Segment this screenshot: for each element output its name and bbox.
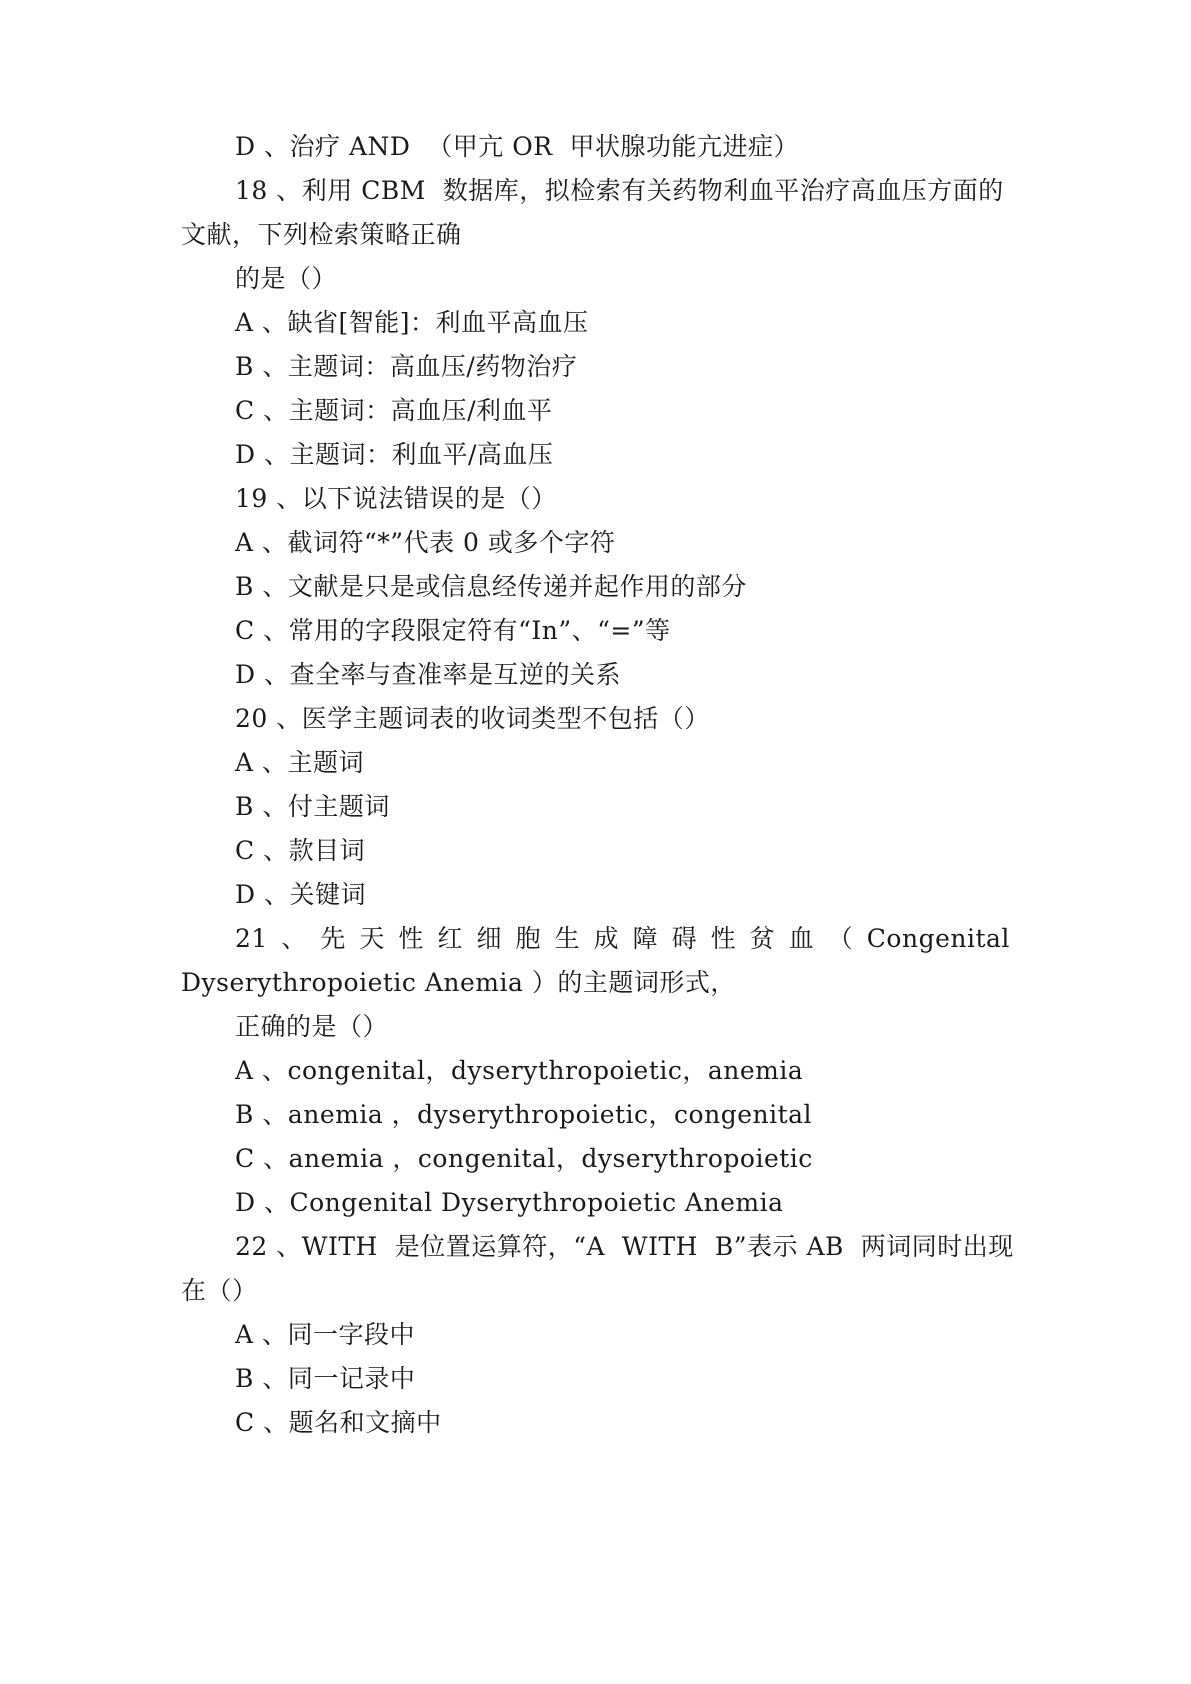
q22-option-a: A 、同一字段中 [235, 1320, 416, 1349]
q18-option-d: D 、主题词：利血平/高血压 [235, 440, 554, 469]
q21-token: 先 [320, 924, 346, 953]
q19-option-a: A 、截词符“*”代表 0 或多个字符 [235, 528, 616, 557]
q21-token: 21 [235, 924, 268, 953]
q21-token: 贫 [749, 924, 776, 953]
q21-token: 生 [554, 924, 581, 953]
q21-token: 性 [710, 924, 737, 953]
q20-option-b: B 、付主题词 [235, 792, 390, 821]
q21-token: Congenital [866, 924, 1010, 953]
q18-option-c: C 、主题词：高血压/利血平 [235, 396, 553, 425]
q21-token: 、 [281, 924, 307, 953]
q20-option-a: A 、主题词 [235, 748, 365, 777]
q22-stem-line1: 22 、WITH 是位置运算符，“A WITH B”表示 AB 两词同时出现 [235, 1232, 1014, 1261]
q21-token: 细 [476, 924, 502, 953]
q17-option-d: D 、治疗 AND （甲亢 OR 甲状腺功能亢进症） [235, 132, 799, 161]
q21-token: 性 [398, 924, 424, 953]
q21-stem-line1 [235, 923, 1010, 955]
q21-token: 天 [359, 924, 385, 953]
q21-token: 血 [788, 924, 815, 953]
q21-token: 红 [437, 924, 463, 953]
q18-option-b: B 、主题词：高血压/药物治疗 [235, 352, 578, 381]
q18-stem-line1: 18 、利用 CBM 数据库，拟检索有关药物利血平治疗高血压方面的 [235, 176, 1004, 205]
q19-option-b: B 、文献是只是或信息经传递并起作用的部分 [235, 572, 747, 601]
q21-option-c: C 、anemia ，congenital，dyserythropoietic [235, 1144, 813, 1173]
q19-option-c: C 、常用的字段限定符有“In”、“=”等 [235, 616, 671, 645]
q21-token: （ [827, 924, 854, 953]
q21-token: 碍 [671, 924, 698, 953]
q20-option-c: C 、款目词 [235, 836, 366, 865]
q21-option-d: D 、Congenital Dyserythropoietic Anemia [235, 1188, 784, 1217]
q21-option-a: A 、congenital，dyserythropoietic，anemia [235, 1056, 804, 1085]
q22-option-c: C 、题名和文摘中 [235, 1408, 442, 1437]
q20-stem: 20 、医学主题词表的收词类型不包括（） [235, 704, 710, 733]
q22-option-b: B 、同一记录中 [235, 1364, 416, 1393]
q20-option-d: D 、关键词 [235, 880, 366, 909]
q21-token: 成 [593, 924, 620, 953]
q22-stem-line2: 在（） [181, 1276, 258, 1305]
q21-stem-line2: Dyserythropoietic Anemia ）的主题词形式， [181, 968, 736, 997]
q18-stem-line3: 的是（） [235, 264, 338, 293]
q21-option-b: B 、anemia ，dyserythropoietic，congenital [235, 1100, 813, 1129]
q18-stem-line2: 文献，下列检索策略正确 [181, 220, 462, 249]
q21-token: 障 [632, 924, 659, 953]
q19-stem: 19 、以下说法错误的是（） [235, 484, 557, 513]
q21-token: 胞 [515, 924, 542, 953]
q19-option-d: D 、查全率与查准率是互逆的关系 [235, 660, 621, 689]
q18-option-a: A 、缺省[智能]：利血平高血压 [235, 308, 589, 337]
q21-stem-line3: 正确的是（） [235, 1012, 389, 1041]
